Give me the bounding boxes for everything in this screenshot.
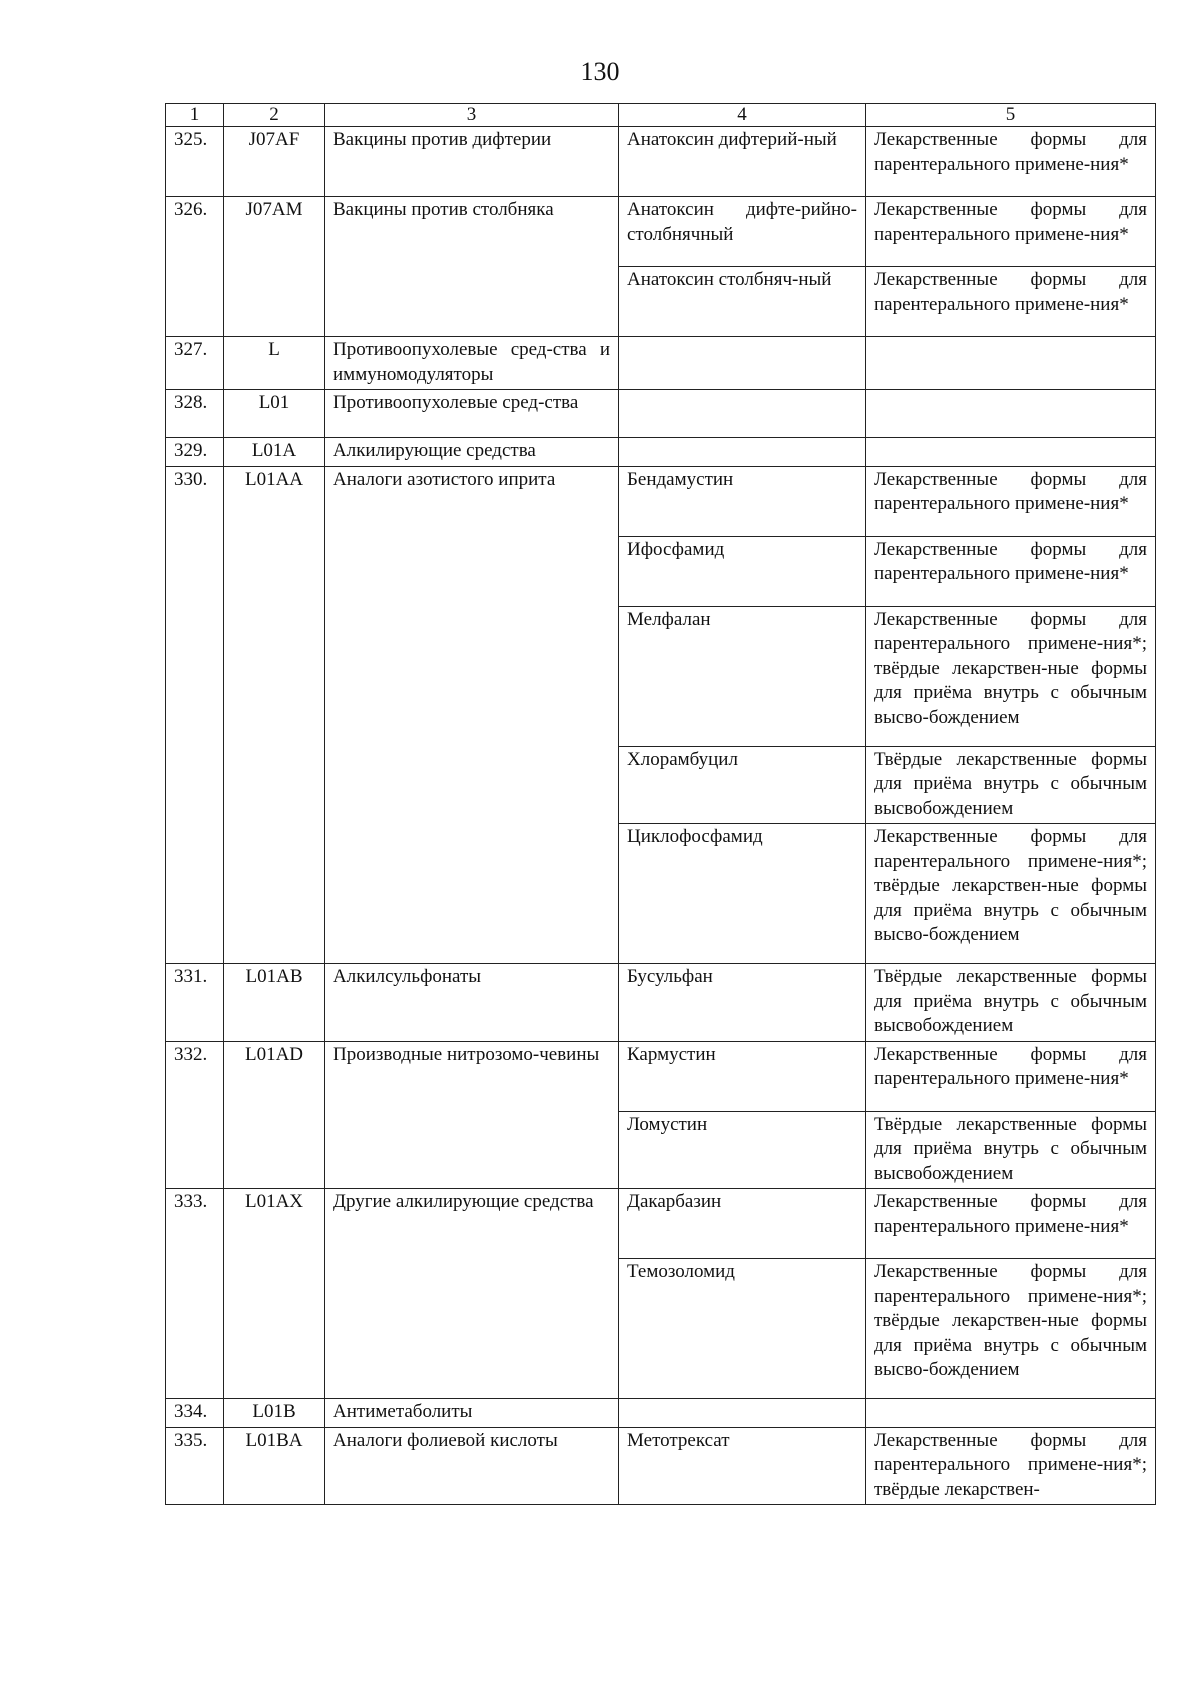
atc-code: L01A (224, 438, 325, 467)
page-number: 130 (580, 57, 620, 86)
dosage-form (866, 1399, 1156, 1428)
row-number: 331. (166, 964, 224, 1042)
atc-group-name: Алкилсульфонаты (325, 964, 619, 1042)
dosage-form: Твёрдые лекарственные формы для приёма внутрь с обычным высвобождением (866, 964, 1156, 1042)
table-row (166, 337, 1156, 390)
atc-group-name: Аналоги азотистого иприта (325, 466, 619, 964)
drug-name: Темозоломид (619, 1259, 866, 1399)
atc-group-name: Производные нитрозомо-чевины (325, 1041, 619, 1189)
table-row (166, 438, 1156, 467)
drug-name: Ифосфамид (619, 536, 866, 606)
table-row (166, 964, 1156, 1042)
dosage-form: Лекарственные формы для парентерального примене-ния* (866, 466, 1156, 536)
row-number: 326. (166, 197, 224, 337)
column-header: 3 (325, 104, 619, 127)
drug-name (619, 438, 866, 467)
atc-code: L01BA (224, 1427, 325, 1505)
dosage-form (866, 337, 1156, 390)
dosage-form: Лекарственные формы для парентерального примене-ния* (866, 1041, 1156, 1111)
drug-name: Анатоксин дифте-рийно-столбнячный (619, 197, 866, 267)
row-number: 332. (166, 1041, 224, 1189)
column-header: 5 (866, 104, 1156, 127)
atc-code: L01AD (224, 1041, 325, 1189)
row-number: 325. (166, 127, 224, 197)
dosage-form: Лекарственные формы для парентерального примене-ния* (866, 1189, 1156, 1259)
drug-name: Анатоксин дифтерий-ный (619, 127, 866, 197)
table-row (166, 1041, 1156, 1111)
dosage-form: Лекарственные формы для парентерального примене-ния*; твёрдые лекарствен- (866, 1427, 1156, 1505)
dosage-form: Лекарственные формы для парентерального примене-ния*; твёрдые лекарствен-ные формы для приёма внутрь с обычным высво-бождением (866, 1259, 1156, 1399)
row-number: 330. (166, 466, 224, 964)
table-row (166, 390, 1156, 438)
atc-code: L01B (224, 1399, 325, 1428)
column-header: 4 (619, 104, 866, 127)
atc-group-name: Противоопухолевые сред-ства и иммуномодуляторы (325, 337, 619, 390)
row-number: 329. (166, 438, 224, 467)
dosage-form: Лекарственные формы для парентерального примене-ния*; твёрдые лекарствен-ные формы для приёма внутрь с обычным высво-бождением (866, 824, 1156, 964)
table-row (166, 466, 1156, 536)
dosage-form: Лекарственные формы для парентерального примене-ния*; твёрдые лекарствен-ные формы для приёма внутрь с обычным высво-бождением (866, 606, 1156, 746)
atc-group-name: Вакцины против дифтерии (325, 127, 619, 197)
dosage-form: Твёрдые лекарственные формы для приёма внутрь с обычным высвобождением (866, 1111, 1156, 1189)
drug-name: Бусульфан (619, 964, 866, 1042)
dosage-form: Лекарственные формы для парентерального примене-ния* (866, 127, 1156, 197)
row-number: 328. (166, 390, 224, 438)
table-header-row (166, 104, 1156, 127)
atc-code: L (224, 337, 325, 390)
atc-group-name: Алкилирующие средства (325, 438, 619, 467)
table-row (166, 197, 1156, 267)
atc-code: L01AA (224, 466, 325, 964)
drug-name: Метотрексат (619, 1427, 866, 1505)
atc-code: J07AF (224, 127, 325, 197)
drug-name: Ломустин (619, 1111, 866, 1189)
drug-name: Циклофосфамид (619, 824, 866, 964)
atc-group-name: Аналоги фолиевой кислоты (325, 1427, 619, 1505)
atc-code: L01AX (224, 1189, 325, 1399)
atc-group-name: Противоопухолевые сред-ства (325, 390, 619, 438)
dosage-form: Лекарственные формы для парентерального примене-ния* (866, 536, 1156, 606)
drug-name (619, 390, 866, 438)
drug-name: Бендамустин (619, 466, 866, 536)
row-number: 333. (166, 1189, 224, 1399)
dosage-form (866, 438, 1156, 467)
atc-code: L01AB (224, 964, 325, 1042)
dosage-form (866, 390, 1156, 438)
row-number: 335. (166, 1427, 224, 1505)
column-header: 2 (224, 104, 325, 127)
drug-name (619, 337, 866, 390)
table-row (166, 1189, 1156, 1259)
row-number: 327. (166, 337, 224, 390)
drug-name (619, 1399, 866, 1428)
drug-list-table (165, 103, 1156, 1505)
drug-name: Кармустин (619, 1041, 866, 1111)
dosage-form: Лекарственные формы для парентерального примене-ния* (866, 267, 1156, 337)
table-row (166, 1399, 1156, 1428)
table-body (166, 127, 1156, 1505)
atc-code: J07AM (224, 197, 325, 337)
atc-group-name: Антиметаболиты (325, 1399, 619, 1428)
atc-group-name: Другие алкилирующие средства (325, 1189, 619, 1399)
drug-name: Хлорамбуцил (619, 746, 866, 824)
drug-name: Анатоксин столбняч-ный (619, 267, 866, 337)
table-row (166, 1427, 1156, 1505)
row-number: 334. (166, 1399, 224, 1428)
atc-group-name: Вакцины против столбняка (325, 197, 619, 337)
atc-code: L01 (224, 390, 325, 438)
drug-name: Дакарбазин (619, 1189, 866, 1259)
table-row (166, 127, 1156, 197)
drug-name: Мелфалан (619, 606, 866, 746)
dosage-form: Твёрдые лекарственные формы для приёма внутрь с обычным высвобождением (866, 746, 1156, 824)
column-header: 1 (166, 104, 224, 127)
dosage-form: Лекарственные формы для парентерального примене-ния* (866, 197, 1156, 267)
